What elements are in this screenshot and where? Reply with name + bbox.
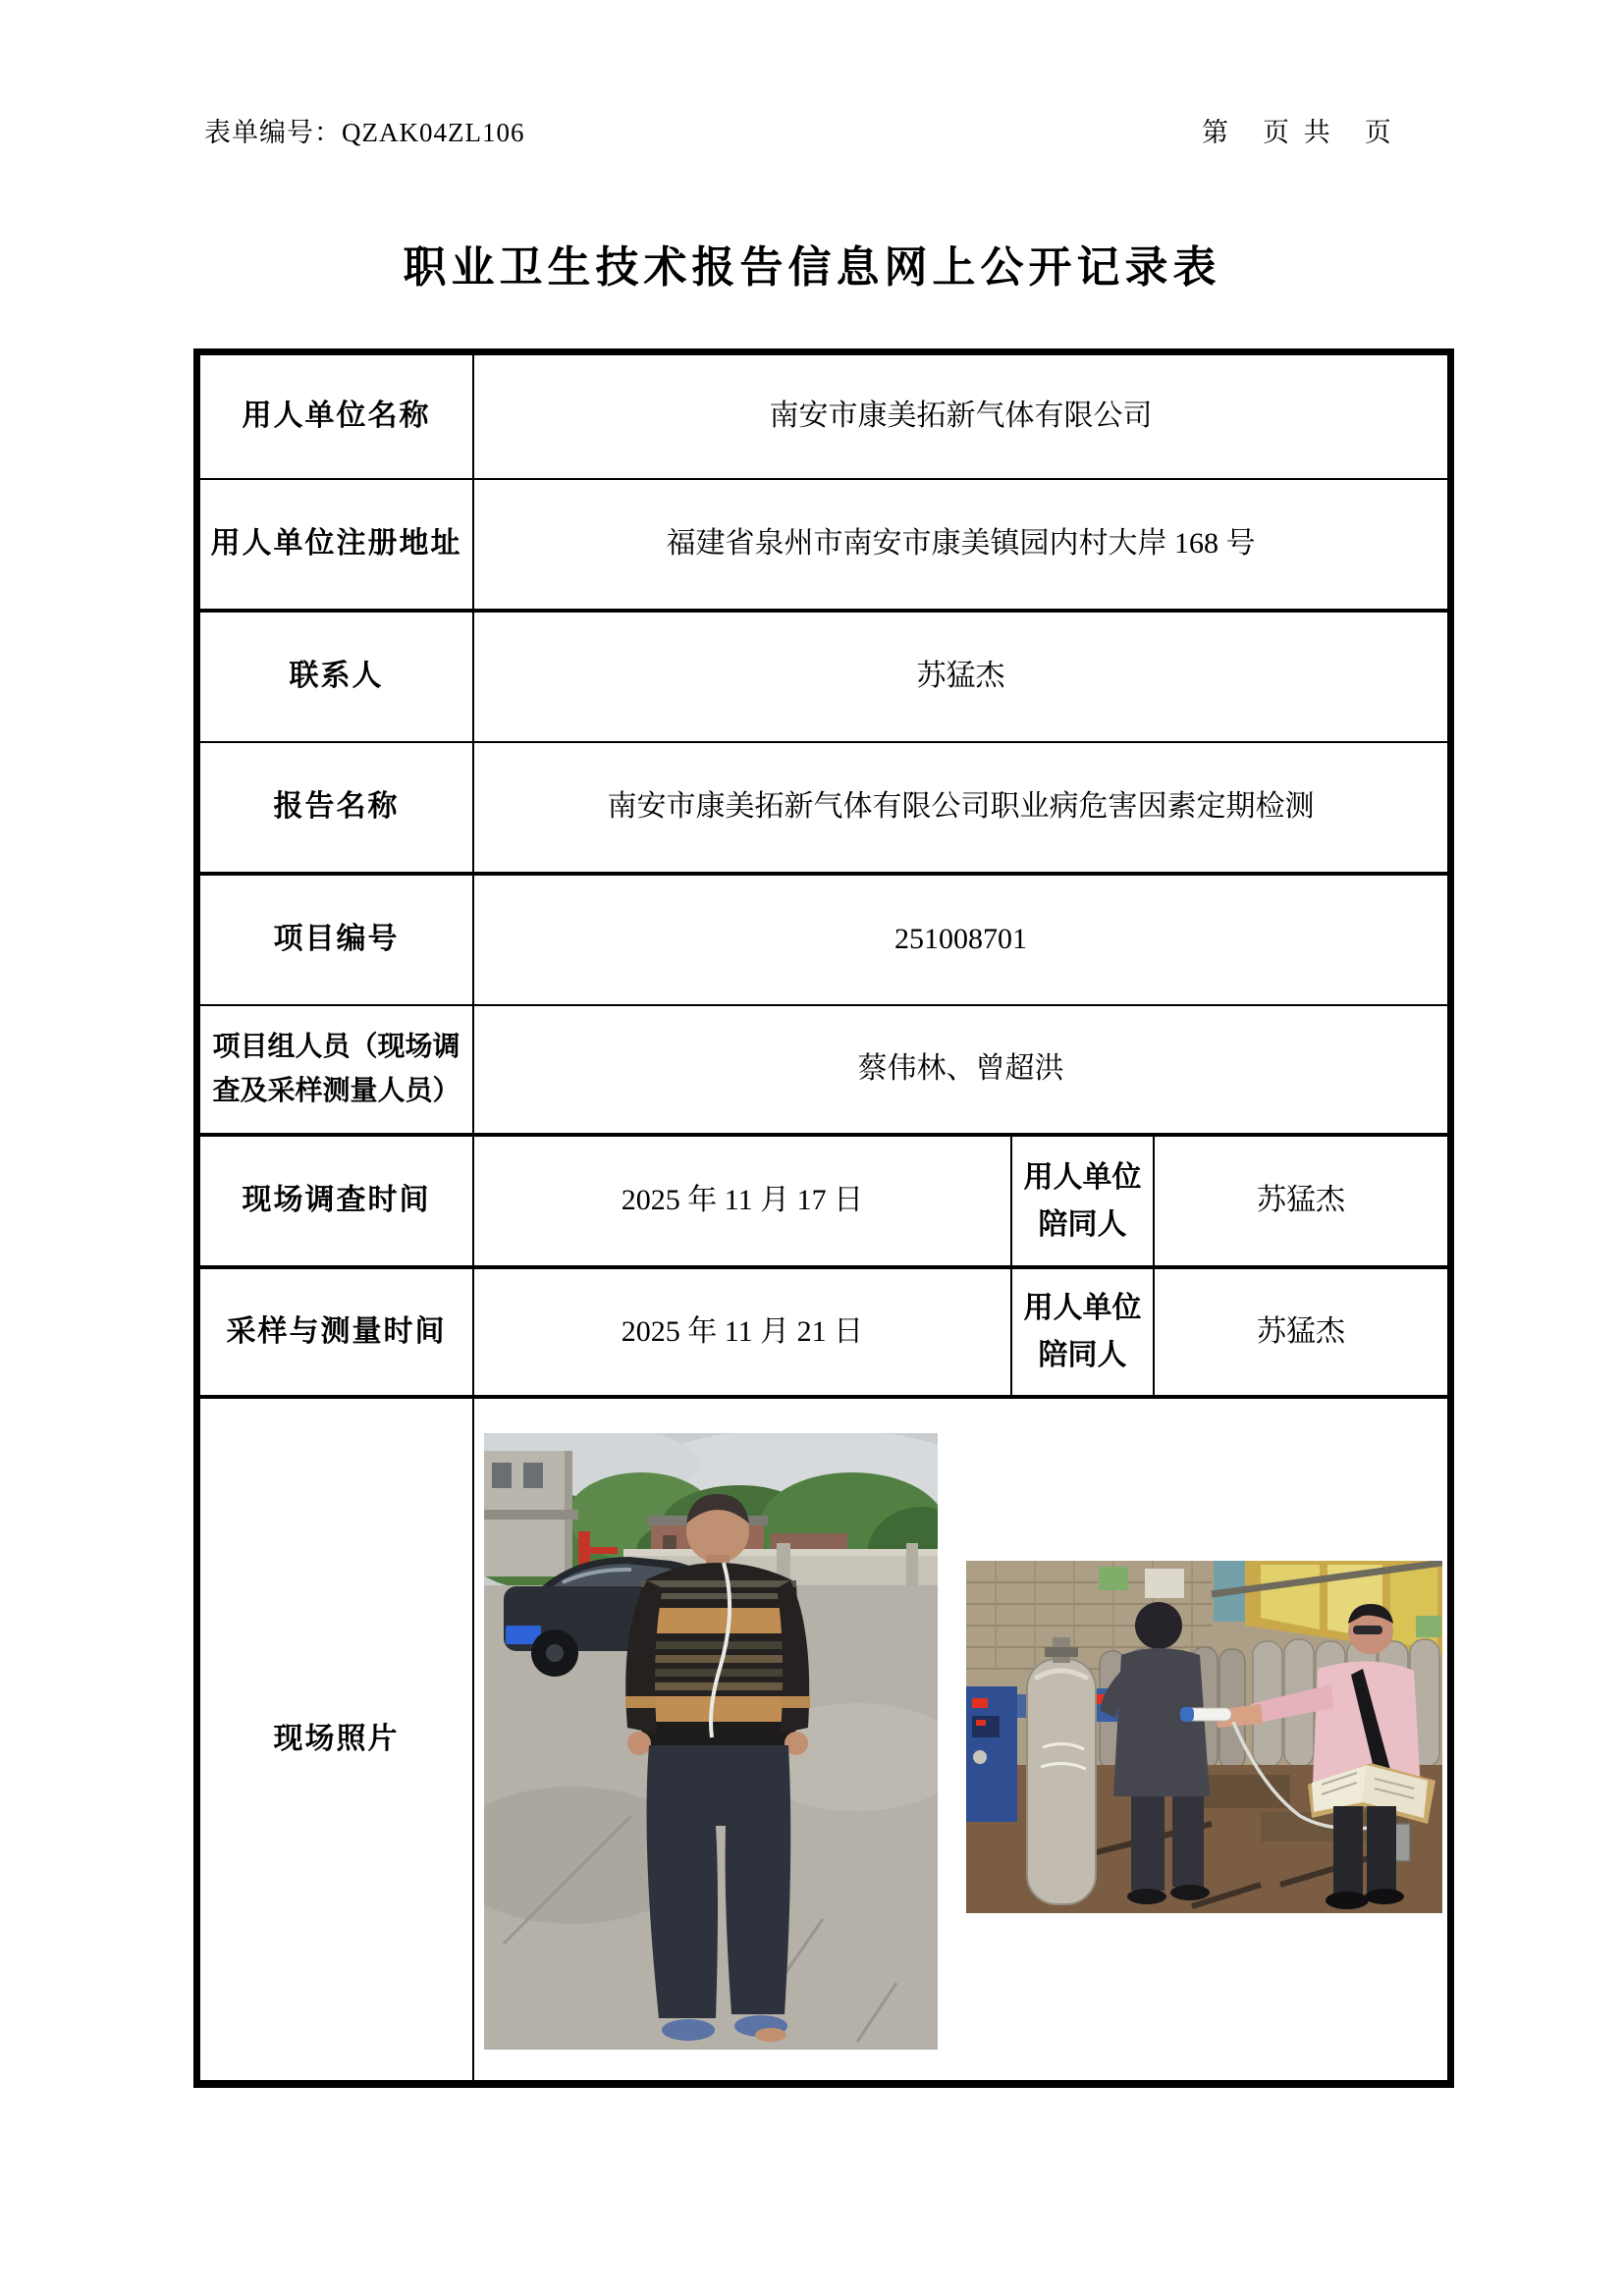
report-name-label: 报告名称 xyxy=(200,743,474,872)
row-project-team xyxy=(200,1006,1447,1137)
project-team-label: 项目组人员（现场调查及采样测量人员） xyxy=(200,1006,474,1133)
contact-value: 苏猛杰 xyxy=(916,660,1005,693)
row-unit-address xyxy=(200,480,1447,613)
report-name-value: 南安市康美拓新气体有限公司职业病危害因素定期检测 xyxy=(607,790,1315,824)
unit-address-value: 福建省泉州市南安市康美镇园内村大岸 168 号 xyxy=(666,527,1256,561)
survey-companion-value: 苏猛杰 xyxy=(1257,1184,1345,1217)
site-photos-label: 现场照片 xyxy=(200,1399,474,2080)
row-site-photos xyxy=(200,1399,1447,2080)
project-number-label: 项目编号 xyxy=(200,876,474,1004)
row-sampling-time xyxy=(200,1269,1447,1399)
form-number: 表单编号：QZAK04ZL106 xyxy=(204,118,525,147)
site-photos-area xyxy=(474,1399,1447,2080)
site-photo-worker xyxy=(484,1433,938,2050)
survey-time-label: 现场调查时间 xyxy=(200,1137,474,1265)
survey-time-value: 2025 年 11 月 17 日 xyxy=(474,1137,1012,1265)
sampling-time-value: 2025 年 11 月 21 日 xyxy=(474,1269,1012,1395)
row-project-number xyxy=(200,876,1447,1006)
page-number-indicator: 第 页 共 页 xyxy=(1202,118,1395,147)
survey-companion-label: 用人单位陪同人 xyxy=(1012,1137,1155,1265)
row-contact xyxy=(200,613,1447,743)
row-report-name xyxy=(200,743,1447,876)
site-photo-sampling xyxy=(966,1561,1442,1913)
page-title: 职业卫生技术报告信息网上公开记录表 xyxy=(403,243,1221,292)
sampling-companion-value: 苏猛杰 xyxy=(1257,1314,1345,1348)
unit-name-label: 用人单位名称 xyxy=(200,355,474,478)
row-survey-time xyxy=(200,1137,1447,1269)
project-number-value: 251008701 xyxy=(894,923,1027,956)
unit-name-value: 南安市康美拓新气体有限公司 xyxy=(769,400,1153,433)
project-team-value: 蔡伟林、曾超洪 xyxy=(857,1052,1064,1086)
sampling-companion-label: 用人单位陪同人 xyxy=(1012,1269,1155,1395)
unit-address-label: 用人单位注册地址 xyxy=(200,480,474,609)
record-table xyxy=(193,348,1454,2088)
foreground-cylinder xyxy=(1027,1637,1096,1904)
sampling-time-label: 采样与测量时间 xyxy=(200,1269,474,1395)
contact-label: 联系人 xyxy=(200,613,474,741)
row-unit-name xyxy=(200,355,1447,480)
